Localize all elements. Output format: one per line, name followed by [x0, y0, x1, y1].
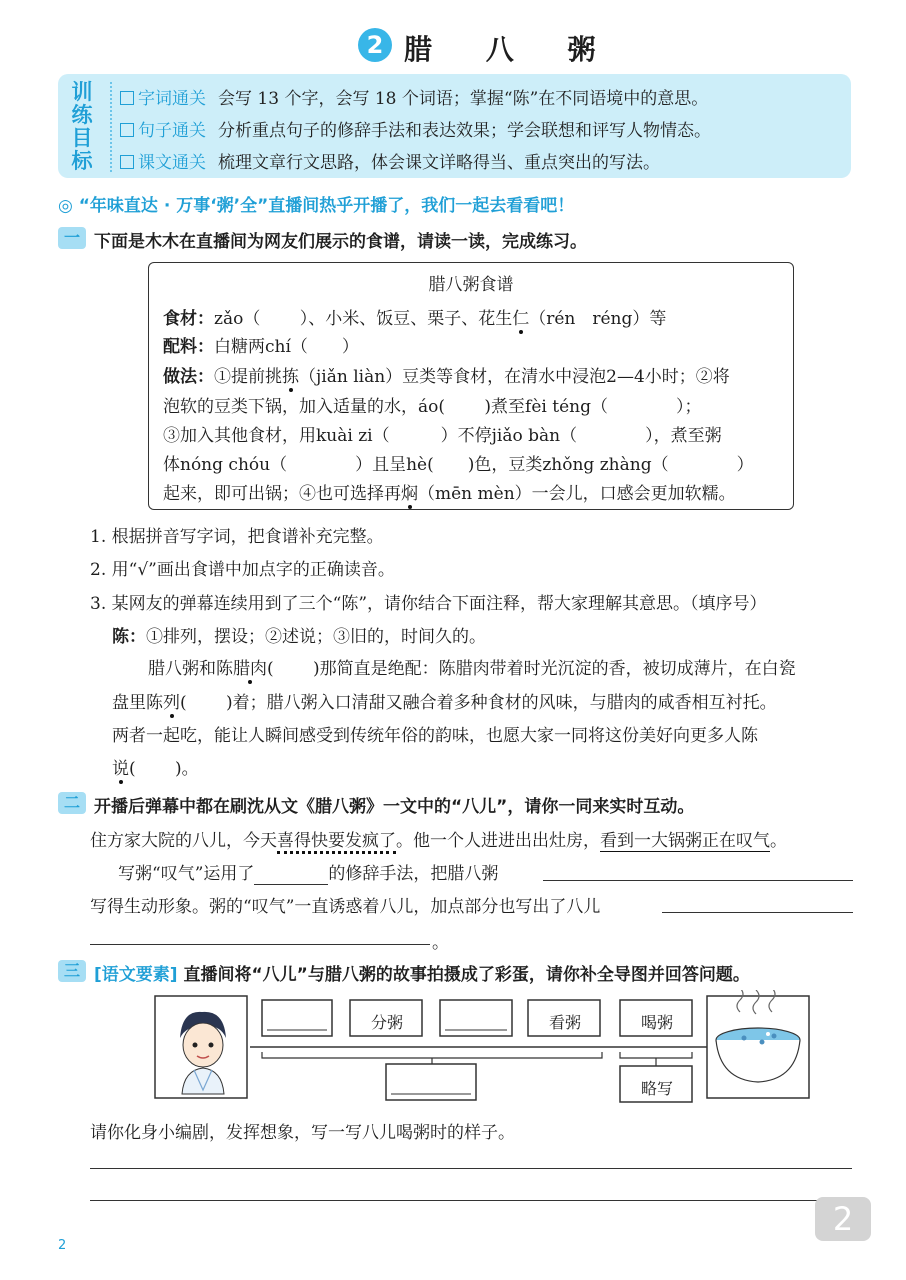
box-label-lue-xie: 略写 — [640, 1079, 673, 1098]
goal-row-words: 字词通关 会写 13 个字，会写 18 个词语；掌握“陈”在不同语境中的意思。 — [120, 84, 708, 109]
box-label-kan-zhou: 看粥 — [548, 1013, 581, 1032]
blank-box-2 — [440, 1000, 512, 1036]
question-1: 1. 根据拼音写字词，把食谱补充完整。 — [90, 527, 384, 547]
box-label-fen-zhou: 分粥 — [370, 1013, 403, 1032]
blank-box-1 — [262, 1000, 332, 1036]
paragraph-line-3: 两者一起吃，能让人瞬间感受到传统年俗的韵味，也愿大家一同将这份美好向更多人陈 — [112, 726, 758, 746]
recipe-title: 腊八粥食谱 — [428, 275, 514, 295]
section-3-title: [语文要素] 直播间将“八儿”与腊八粥的故事拍摄成了彩蛋，请你补全导图并回答问题。 — [94, 965, 750, 985]
writing-line[interactable] — [90, 1168, 852, 1169]
question-2: 2. 用“√”画出食谱中加点字的正确读音。 — [90, 560, 395, 580]
section-3-number: 三 — [58, 960, 86, 982]
recipe-line-7: 起来，即可出锅；④也可选择再焖（mēn mèn）一会儿，口感会更加软糯。 — [163, 484, 736, 504]
recipe-line-4: 泡软的豆类下锅，加入适量的水，áo( )煮至fèi téng（ ）； — [163, 397, 702, 417]
page-badge: 2 — [815, 1197, 871, 1241]
blank-line[interactable] — [662, 912, 853, 913]
section-2-number: 二 — [58, 792, 86, 814]
blank-line[interactable] — [543, 880, 853, 881]
goal-row-sentences: 句子通关 分析重点句子的修辞手法和表达效果；学会联想和评写人物情态。 — [120, 116, 711, 141]
paragraph-line-1: 腊八粥和陈腊肉( )那简直是绝配：陈腊肉带着时光沉淀的香，被切成薄片，在白瓷 — [148, 659, 796, 679]
fill-line-3-end: 。 — [432, 933, 449, 953]
writing-prompt: 请你化身小编剧，发挥想象，写一写八儿喝粥时的样子。 — [90, 1123, 515, 1143]
training-goals-side-label: 训 练 目 标 — [71, 79, 93, 173]
recipe-line-method: 做法：①提前挑拣（jiǎn liàn）豆类等食材，在清水中浸泡2—4小时；②将 — [163, 367, 730, 387]
recipe-line-5: ③加入其他食材，用kuài zi（ ）不停jiǎo bàn（ ），煮至粥 — [163, 426, 722, 446]
paragraph-line-2: 盘里陈列( )着；腊八粥入口清甜又融合着多种食材的风味，与腊肉的咸香相互衬托。 — [112, 693, 777, 713]
checkbox[interactable] — [120, 91, 134, 105]
divider — [110, 82, 112, 172]
fill-line-1: 写粥“叹气”运用了 的修辞手法，把腊八粥 — [118, 864, 499, 884]
excerpt-sentence: 住方家大院的八儿，今天喜得快要发疯了。他一个人进进出出灶房，看到一大锅粥正在叹气。 — [90, 826, 787, 851]
writing-line[interactable] — [90, 1200, 852, 1201]
blank-box-3 — [386, 1064, 476, 1100]
recipe-line-seasoning: 配料：白糖两chí（ ） — [163, 337, 359, 357]
box-label-he-zhou: 喝粥 — [640, 1013, 673, 1032]
section-1-title: 下面是木木在直播间为网友们展示的食谱，请读一读，完成练习。 — [94, 232, 587, 252]
checkbox[interactable] — [120, 155, 134, 169]
fill-line-2: 写得生动形象。粥的“叹气”一直诱惑着八儿，加点部分也写出了八儿 — [90, 897, 601, 917]
intro-line: ◎ “年味直达 · 万事‘粥’全”直播间热乎开播了，我们一起去看看吧！ — [58, 196, 575, 216]
chen-definitions: 陈：①排列，摆设；②述说；③旧的，时间久的。 — [112, 627, 486, 647]
goal-row-text: 课文通关 梳理文章行文思路，体会课文详略得当、重点突出的写法。 — [120, 148, 660, 173]
page-number: 2 — [58, 1238, 67, 1253]
recipe-line-ingredients: 食材：zǎo（ ）、小米、饭豆、栗子、花生仁（rén réng）等 — [163, 309, 667, 329]
recipe-line-6: 体nóng chóu（ ）且呈hè( )色，豆类zhǒng zhàng（ ） — [163, 455, 754, 475]
page-title: 腊 八 粥 — [404, 33, 618, 66]
lesson-number-badge: 2 — [358, 28, 392, 62]
section-1-number: 一 — [58, 227, 86, 249]
boy-icon — [180, 1012, 226, 1094]
checkbox[interactable] — [120, 123, 134, 137]
question-3: 3. 某网友的弹幕连续用到了三个“陈”，请你结合下面注释，帮大家理解其意思。（填序号） — [90, 594, 767, 614]
section-2-title: 开播后弹幕中都在刷沈从文《腊八粥》一文中的“八儿”，请你一同来实时互动。 — [94, 797, 695, 817]
blank-line[interactable] — [90, 944, 430, 945]
blank-rhetoric[interactable] — [254, 864, 328, 885]
paragraph-line-4: 说( )。 — [112, 759, 199, 779]
mind-map-diagram — [150, 990, 860, 1110]
